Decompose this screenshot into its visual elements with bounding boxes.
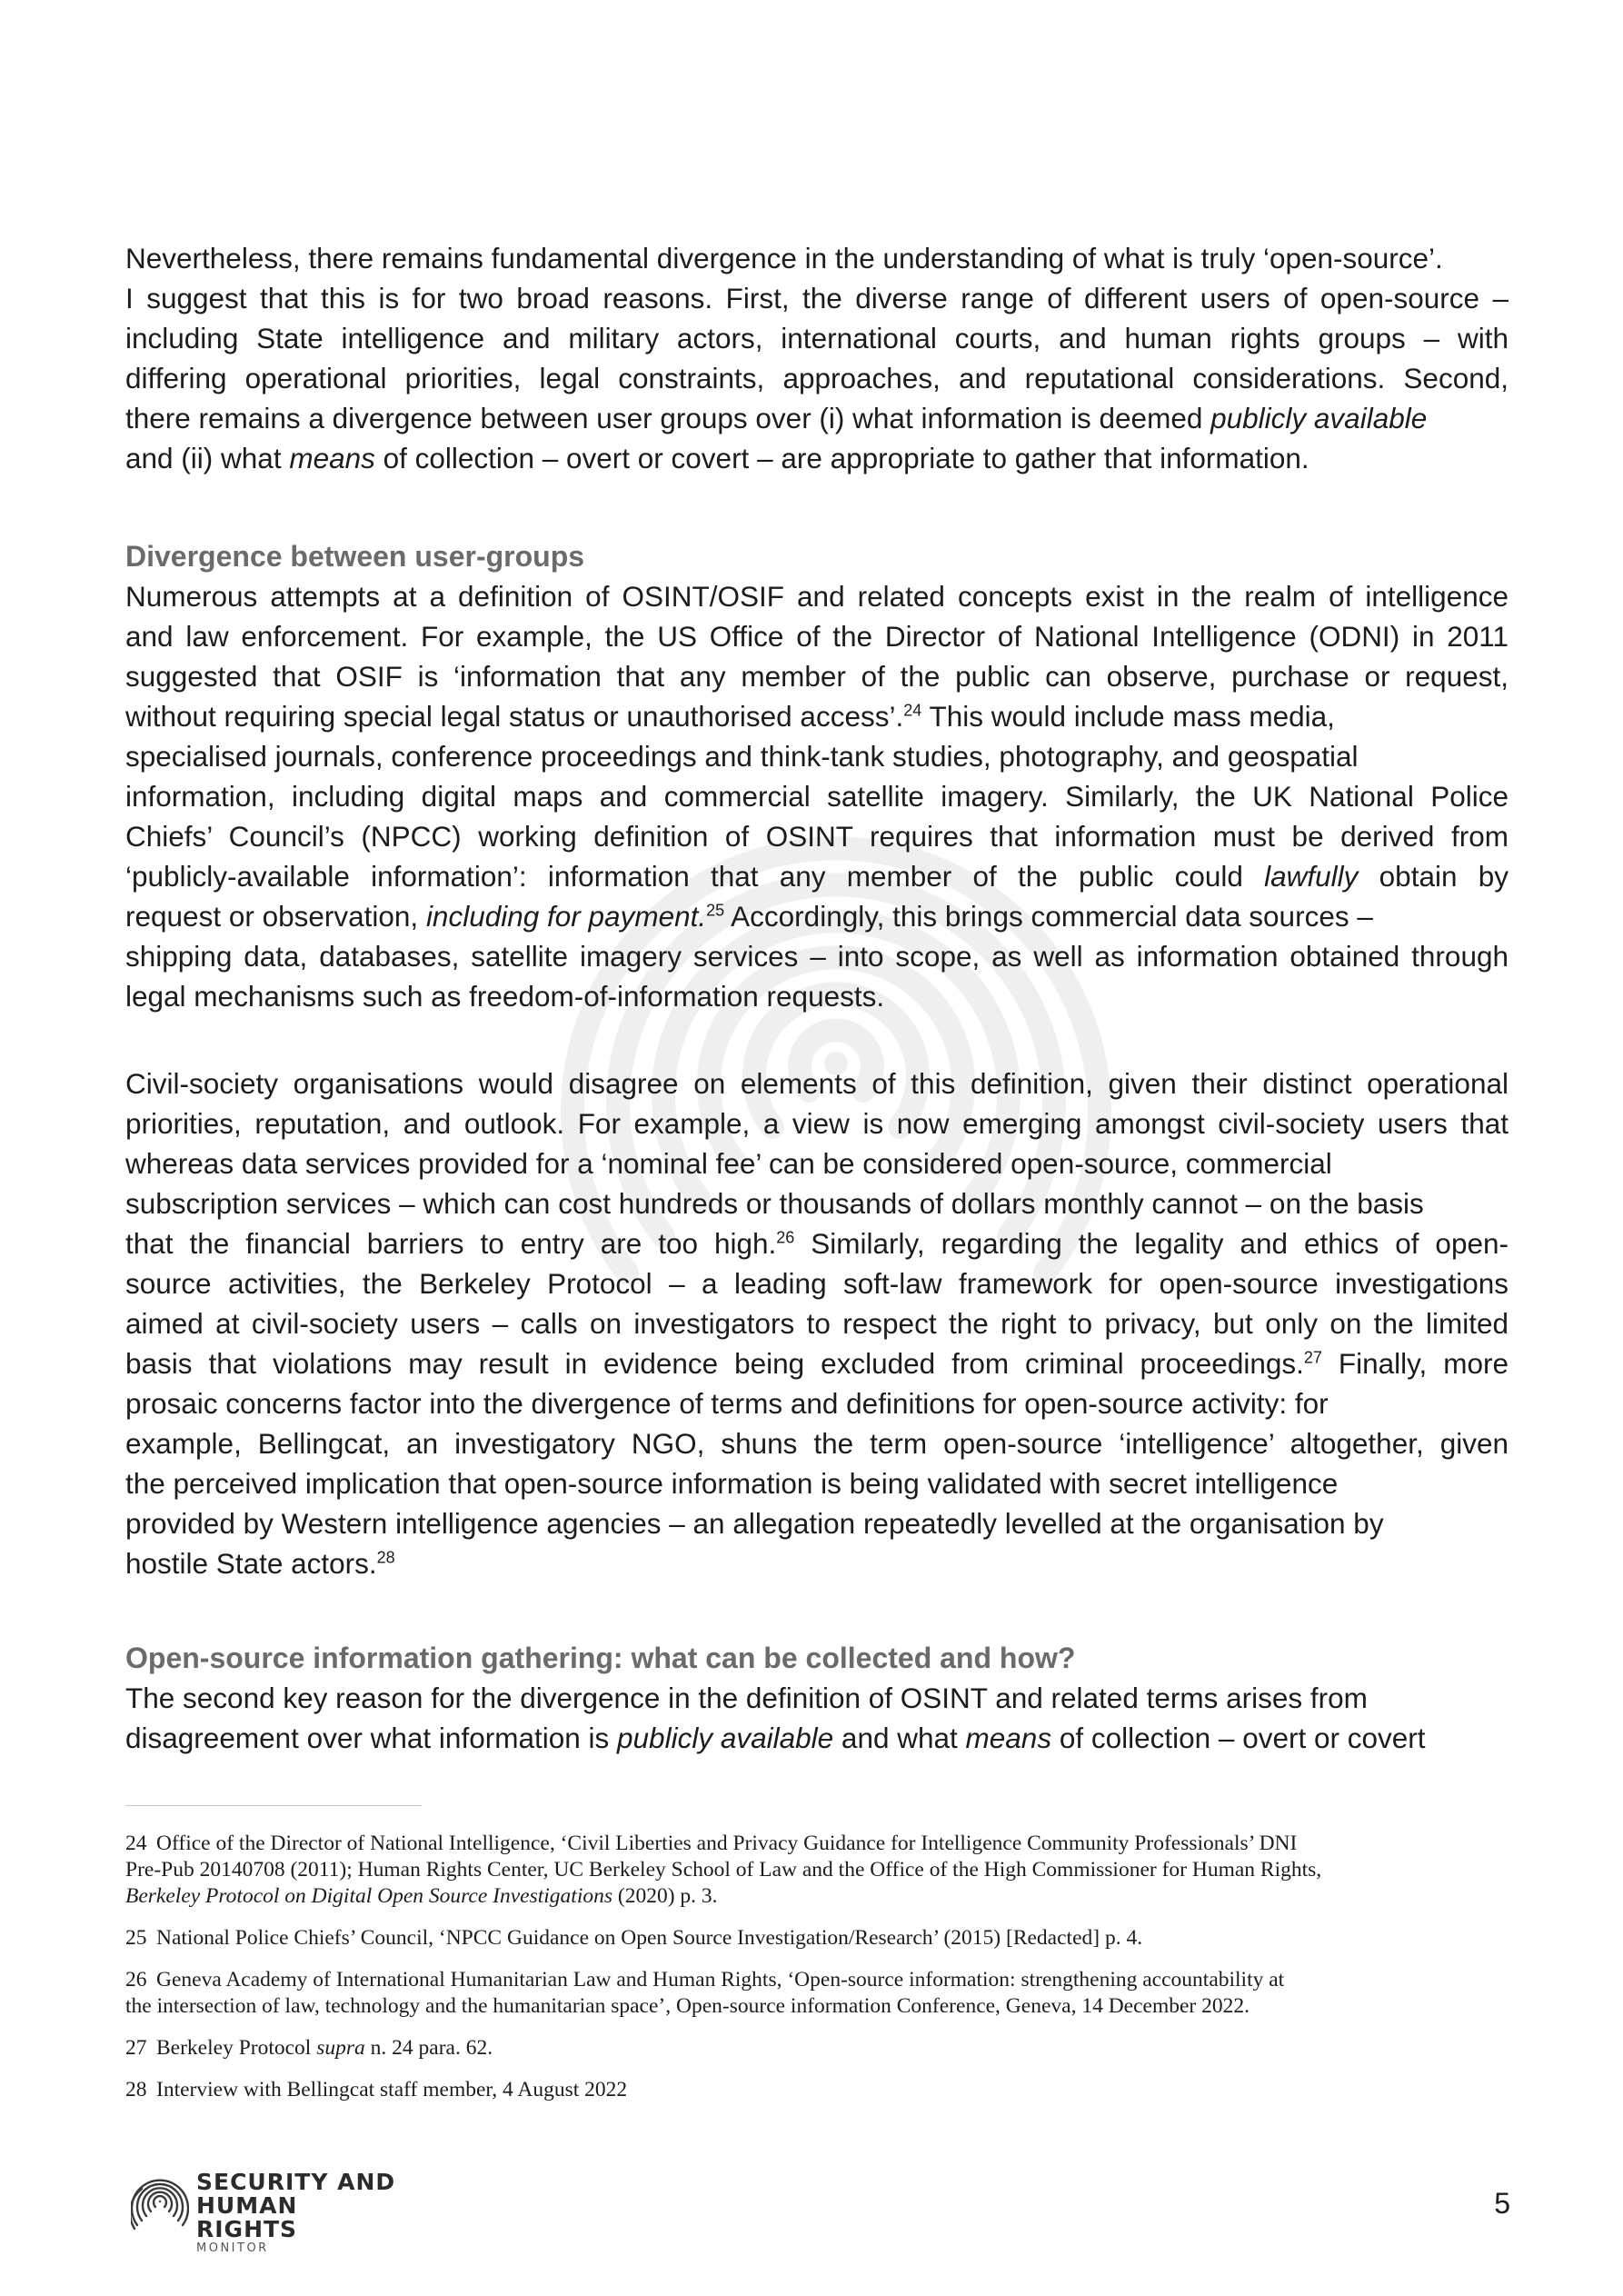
text-line: that the financial barriers to entry are too high.$^{26}$ Similarly, regarding the legality and ethics of open- xyxy=(125,1227,1508,1260)
footnote-ref[interactable]: 26 xyxy=(776,1228,795,1247)
footnote-26: 26 Geneva Academy of International Humanitarian Law and Human Rights, ‘Open-source information: strengthening accountability at the intersection of law, technology and the humanitarian space’, Open-source information Conference, Geneva, 14 December 2022. xyxy=(125,1968,1285,2018)
section-divergence xyxy=(125,536,1508,1016)
paragraph-osint-definitions xyxy=(125,576,1508,1016)
organisation-logo xyxy=(131,2169,403,2255)
text-line: Nevertheless, there remains fundamental divergence in the understanding of what is truly ‘open-source’. xyxy=(125,242,1443,275)
text-line: The second key reason for the divergence in the definition of OSINT and related terms arises from xyxy=(125,1682,1368,1714)
footnote-ref[interactable]: 24 xyxy=(903,701,922,720)
footnote-27: 27 Berkeley Protocol supra n. 24 para. 62. xyxy=(125,2036,493,2060)
section-heading: Divergence between user-groups xyxy=(125,540,585,573)
text-line: I suggest that this is for two broad reasons. First, the diverse range of different users of open-source – xyxy=(125,282,1508,314)
text-line: source activities, the Berkeley Protocol – a leading soft-law framework for open-source investigations xyxy=(125,1267,1508,1300)
text-line: subscription services – which can cost hundreds or thousands of dollars monthly cannot – on the basis xyxy=(125,1187,1424,1220)
text-line: suggested that OSIF is ‘information that any member of the public can observe, purchase or request, xyxy=(125,660,1508,693)
text-line: hostile State actors.$^{28}$ xyxy=(125,1547,395,1580)
paragraph-civil-society xyxy=(125,1063,1508,1583)
footnote-25: 25 National Police Chiefs’ Council, ‘NPCC Guidance on Open Source Investigation/Research’ (2015) [Redacted] p. 4. xyxy=(125,1926,1143,1950)
text-line: and (ii) what means of collection – overt or covert – are appropriate to gather that information. xyxy=(125,442,1309,474)
footnote-ref[interactable]: 25 xyxy=(706,901,725,920)
text-line: the perceived implication that open-source information is being validated with secret intelligence xyxy=(125,1467,1339,1500)
footnote-ref[interactable]: 27 xyxy=(1303,1348,1322,1367)
text-line: ‘publicly-available information’: information that any member of the public could lawfully obtain by xyxy=(125,860,1508,893)
intro-paragraph xyxy=(125,238,1508,478)
text-line: shipping data, databases, satellite imagery services – into scope, as well as information obtained through xyxy=(125,940,1508,973)
fingerprint-logo-icon xyxy=(131,2169,189,2232)
text-line: including State intelligence and military actors, international courts, and human rights groups – with xyxy=(125,322,1508,354)
text-line: specialised journals, conference proceedings and think-tank studies, photography, and geospatial xyxy=(125,740,1359,773)
footnote-28: 28 Interview with Bellingcat staff member, 4 August 2022 xyxy=(125,2078,628,2101)
text-line: request or observation, including for payment.$^{25}$ Accordingly, this brings commercial data sources – xyxy=(125,900,1373,933)
text-line: legal mechanisms such as freedom-of-information requests. xyxy=(125,980,885,1013)
text-line: prosaic concerns factor into the divergence of terms and definitions for open-source activity: for xyxy=(125,1387,1329,1420)
text-line: and law enforcement. For example, the US Office of the Director of National Intelligence (ODNI) in 2011 xyxy=(125,620,1508,653)
text-line: Civil-society organisations would disagree on elements of this definition, given their distinct operational xyxy=(125,1067,1508,1100)
text-line: basis that violations may result in evidence being excluded from criminal proceedings.$^{27}$ Finally, more xyxy=(125,1347,1508,1380)
text-line: provided by Western intelligence agencies – an allegation repeatedly levelled at the organisation by xyxy=(125,1507,1384,1540)
footnote-24: 24 Office of the Director of National Intelligence, ‘Civil Liberties and Privacy Guidance for Intelligence Community Professionals’ DNI Pre-Pub 20140708 (2011); Human Rights Center, UC Berkeley School of Law and the Office of the High Commissioner for Human Rights, Berkeley Protocol on Digital Open Source Investigations (2020) p. 3. xyxy=(125,1832,1322,1908)
text-line: disagreement over what information is publicly available and what means of collection – overt or covert xyxy=(125,1722,1426,1754)
section-information-gathering xyxy=(125,1638,1508,1758)
text-line: whereas data services provided for a ‘nominal fee’ can be considered open-source, commercial xyxy=(125,1147,1332,1180)
logo-wordmark: SECURITY AND HUMAN RIGHTS MONITOR xyxy=(196,2169,396,2255)
text-line: differing operational priorities, legal constraints, approaches, and reputational considerations. Second, xyxy=(125,362,1508,394)
text-line: Numerous attempts at a definition of OSINT/OSIF and related concepts exist in the realm of intelligence xyxy=(125,580,1508,613)
text-line: example, Bellingcat, an investigatory NGO, shuns the term open-source ‘intelligence’ altogether, given xyxy=(125,1427,1508,1460)
text-line: priorities, reputation, and outlook. For example, a view is now emerging amongst civil-society users that xyxy=(125,1107,1508,1140)
text-line: Chiefs’ Council’s (NPCC) working definition of OSINT requires that information must be derived from xyxy=(125,820,1508,853)
footnote-divider xyxy=(125,1805,422,1806)
footnote-ref[interactable]: 28 xyxy=(376,1548,395,1567)
text-line: without requiring special legal status or unauthorised access’.$^{24}$ This would include mass media, xyxy=(125,700,1335,733)
section-heading: Open-source information gathering: what can be collected and how? xyxy=(125,1642,1076,1674)
page-number: 5 xyxy=(1494,2187,1510,2220)
text-line: aimed at civil-society users – calls on investigators to respect the right to privacy, but only on the limited xyxy=(125,1307,1508,1340)
text-line: information, including digital maps and commercial satellite imagery. Similarly, the UK National Police xyxy=(125,780,1508,813)
footnotes xyxy=(125,1831,1508,2119)
text-line: there remains a divergence between user groups over (i) what information is deemed publicly available xyxy=(125,402,1428,434)
